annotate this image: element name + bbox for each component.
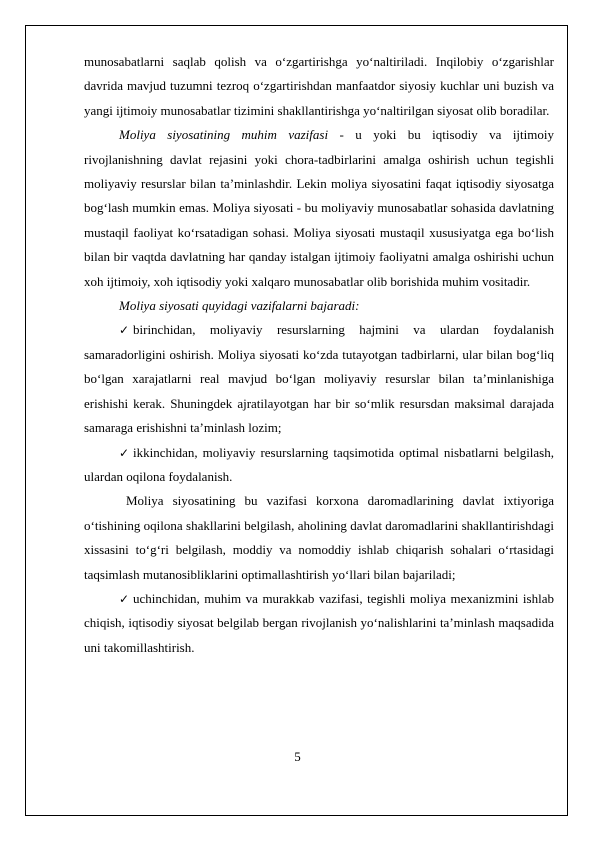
check-icon: ✓ [119, 445, 130, 460]
task-item-1-text: birinchidan, moliyaviy resurslarning hajmini va ulardan foydalanish samaradorligini oshirish. Moliya siyosati ko‘zda tutayotgan tadbirlarni, ular bilan bog‘liq bo‘lgan xarajatlarni real mavjud bo‘lgan moliyaviy resurslar bilan ta’minlanishiga erishishi kerak. Shuningdek ajratilayotgan har bir so‘mlik resursdan maksimal darajada samaraga erishishni ta’minlash lozim; [84, 322, 554, 436]
paragraph-2 [84, 123, 554, 294]
paragraph-2-italic-lead: Moliya siyosatining muhim vazifasi [119, 127, 329, 143]
paragraph-2-text: - u yoki bu iqtisodiy va ijtimoiy rivojlanishning davlat rejasini yoki chora-tadbirlarini amalga oshirish uchun tegishli moliyaviy resurslar bilan ta’minlashdir. Lekin moliya siyosatini faqat iqtisodiy siyosatga bog‘lash mumkin emas. Moliya siyosati - bu moliyaviy munosabatlar sohasida davlatning mustaqil faoliyat ko‘rsatadigan sohasi. Moliya siyosati mustaqil xususiyatga ega bo‘lish bilan bir vaqtda davlatning har qanday istalgan ijtimoiy faoliyatni amalga oshirishi uchun xoh ijtimoiy, xoh iqtisodiy yoki xalqaro munosabatlar olib borishida muhim vositadir. [84, 127, 554, 289]
task-item-3-text: uchinchidan, muhim va murakkab vazifasi, tegishli moliya mexanizmini ishlab chiqish, iqtisodiy siyosat belgilab bergan rivojlanish yo‘nalishlarini ta’minlash maqsadida uni takomillashtirish. [84, 590, 554, 655]
task-item-3 [84, 587, 554, 660]
task-item-2-text: ikkinchidan, moliyaviy resurslarning taqsimotida optimal nisbatlarni belgilash, ulardan oqilona foydalanish. [84, 444, 554, 484]
paragraph-task-2-details [84, 489, 554, 587]
page-number: 5 [294, 749, 301, 764]
task-item-1 [84, 318, 554, 440]
tasks-intro [84, 294, 554, 318]
check-icon: ✓ [119, 591, 130, 606]
tasks-intro-text: Moliya siyosati quyidagi vazifalarni bajaradi: [119, 298, 360, 314]
paragraph-1-text: munosabatlarni saqlab qolish va o‘zgartirishga yo‘naltiriladi. Inqilobiy o‘zgarishlar davrida mavjud tuzumni tezroq o‘zgartirishdan manfaatdor siyosiy kuchlar uni buzish va yangi ijtimoiy munosabatlar tizimini shakllantirishga yo‘naltirilgan siyosat olib boradilar. [84, 54, 554, 118]
paragraph-task-2-details-text: Moliya siyosatining bu vazifasi korxona daromadlarining davlat ixtiyoriga o‘tishining oqilona shakllarini belgilash, aholining davlat daromadlarini shakllantirishdagi xissasini to‘g‘ri belgilash, moddiy va nomoddiy ishlab chiqarish sohalari o‘rtasidagi taqsimlash mutanosibliklarini optimallashtirish yo‘llari bilan bajariladi; [84, 493, 554, 582]
check-icon: ✓ [119, 323, 130, 338]
task-item-2 [84, 441, 554, 490]
document-body [84, 50, 554, 660]
paragraph-1 [84, 50, 554, 123]
